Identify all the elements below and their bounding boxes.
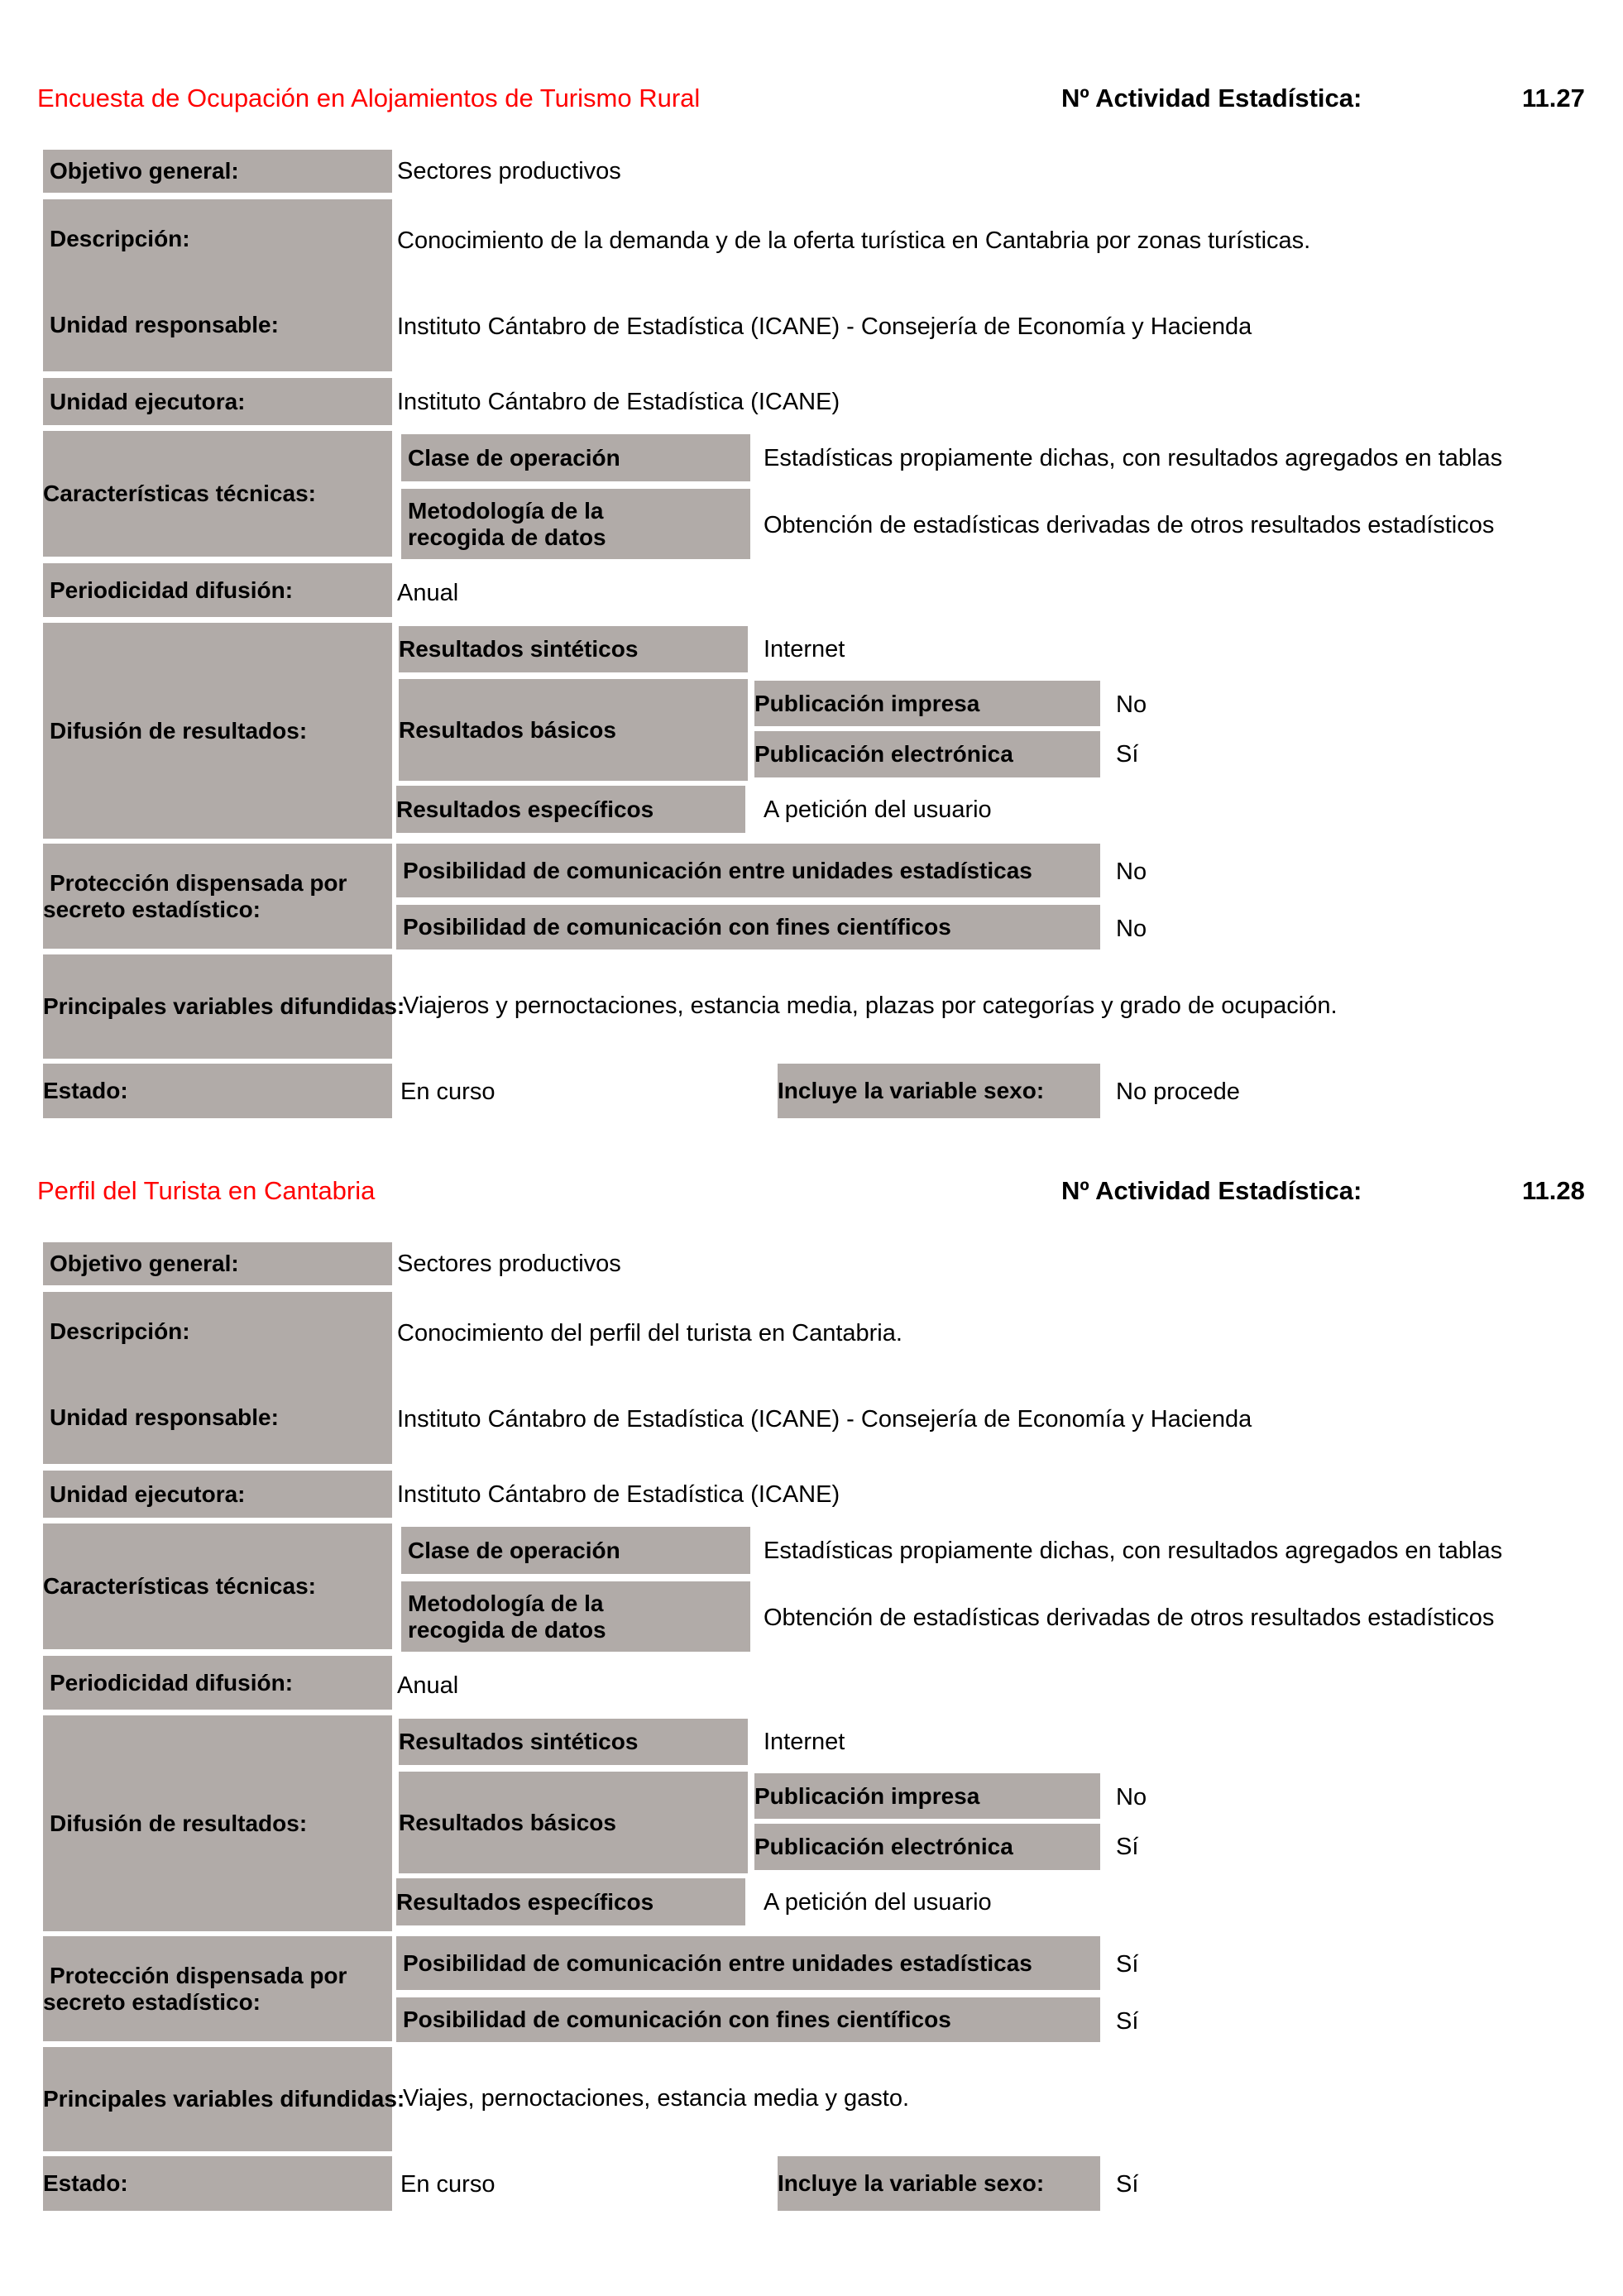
metodologia-label	[401, 489, 750, 559]
activity-record-1	[0, 0, 1623, 1067]
descripcion-label: Descripción:	[50, 226, 190, 251]
ejecutora-value: Instituto Cántabro de Estadística (ICANE)	[397, 389, 840, 415]
especificos-value: A petición del usuario	[764, 1889, 992, 1916]
metodologia-label-line2: recogida de datos	[408, 1616, 606, 1643]
variables-value: Viajeros y pernoctaciones, estancia media, plazas por categorías y grado de ocupación.	[403, 993, 1338, 1019]
periodicidad-label: Periodicidad difusión:	[43, 1656, 392, 1710]
activity-number-label: Nº Actividad Estadística:	[1061, 1176, 1362, 1205]
metodologia-label	[401, 1581, 750, 1652]
com-cientificos-label: Posibilidad de comunicación con fines científicos	[396, 1997, 1100, 2042]
proteccion-label	[43, 844, 392, 949]
proteccion-label-line2: secreto estadístico:	[43, 896, 261, 922]
sexo-value: No procede	[1116, 1079, 1240, 1105]
especificos-label: Resultados específicos	[396, 1878, 745, 1925]
activity-number-value: 11.28	[1522, 1176, 1585, 1205]
difusion-label: Difusión de resultados:	[43, 1715, 392, 1931]
descripcion-responsable-block	[43, 1292, 392, 1464]
descripcion-value: Conocimiento de la demanda y de la oferta turística en Cantabria por zonas turísticas.	[397, 227, 1311, 254]
com-cientificos-value: No	[1116, 916, 1147, 942]
activity-record-2	[0, 1093, 1623, 2198]
variables-value: Viajes, pernoctaciones, estancia media y gasto.	[403, 2085, 910, 2112]
periodicidad-value: Anual	[397, 1672, 459, 1699]
responsable-label: Unidad responsable:	[50, 1404, 279, 1430]
impresa-label: Publicación impresa	[754, 1773, 1100, 1819]
periodicidad-value: Anual	[397, 580, 459, 606]
objetivo-value: Sectores productivos	[397, 158, 621, 184]
electronica-value: Sí	[1116, 1834, 1139, 1860]
sexo-label: Incluye la variable sexo:	[778, 2156, 1100, 2211]
sinteticos-label: Resultados sintéticos	[399, 626, 748, 672]
electronica-value: Sí	[1116, 741, 1139, 768]
ejecutora-label: Unidad ejecutora:	[43, 1471, 392, 1518]
clase-value: Estadísticas propiamente dichas, con resultados agregados en tablas	[764, 445, 1503, 471]
caracteristicas-label: Características técnicas:	[43, 431, 392, 557]
objetivo-label: Objetivo general:	[43, 150, 392, 193]
variables-label: Principales variables difundidas:	[43, 954, 392, 1059]
clase-label: Clase de operación	[401, 434, 750, 481]
com-unidades-label: Posibilidad de comunicación entre unidades estadísticas	[396, 1936, 1100, 1990]
proteccion-label	[43, 1936, 392, 2041]
ejecutora-value: Instituto Cántabro de Estadística (ICANE)	[397, 1481, 840, 1508]
impresa-value: No	[1116, 691, 1147, 718]
estado-label: Estado:	[43, 2156, 392, 2211]
ejecutora-label: Unidad ejecutora:	[43, 378, 392, 425]
sexo-label: Incluye la variable sexo:	[778, 1064, 1100, 1118]
activity-number-label: Nº Actividad Estadística:	[1061, 84, 1362, 112]
especificos-label: Resultados específicos	[396, 786, 745, 833]
com-unidades-label: Posibilidad de comunicación entre unidades estadísticas	[396, 844, 1100, 897]
responsable-label: Unidad responsable:	[50, 312, 279, 337]
objetivo-label: Objetivo general:	[43, 1242, 392, 1285]
objetivo-value: Sectores productivos	[397, 1251, 621, 1277]
electronica-label: Publicación electrónica	[754, 1824, 1100, 1870]
sinteticos-value: Internet	[764, 1729, 845, 1755]
metodologia-value: Obtención de estadísticas derivadas de otros resultados estadísticos	[764, 1605, 1495, 1631]
sinteticos-label: Resultados sintéticos	[399, 1719, 748, 1765]
responsable-value: Instituto Cántabro de Estadística (ICANE) - Consejería de Economía y Hacienda	[397, 1406, 1252, 1433]
metodologia-label-line2: recogida de datos	[408, 524, 606, 550]
caracteristicas-label: Características técnicas:	[43, 1523, 392, 1649]
variables-label: Principales variables difundidas:	[43, 2047, 392, 2151]
proteccion-label-line1: Protección dispensada por	[50, 869, 347, 896]
difusion-label: Difusión de resultados:	[43, 623, 392, 839]
com-cientificos-label: Posibilidad de comunicación con fines científicos	[396, 905, 1100, 949]
descripcion-responsable-block	[43, 199, 392, 371]
impresa-value: No	[1116, 1784, 1147, 1810]
record-title: Perfil del Turista en Cantabria	[37, 1176, 376, 1205]
periodicidad-label: Periodicidad difusión:	[43, 563, 392, 617]
impresa-label: Publicación impresa	[754, 681, 1100, 726]
responsable-value: Instituto Cántabro de Estadística (ICANE) - Consejería de Economía y Hacienda	[397, 313, 1252, 340]
clase-value: Estadísticas propiamente dichas, con resultados agregados en tablas	[764, 1538, 1503, 1564]
descripcion-label: Descripción:	[50, 1318, 190, 1344]
estado-value: En curso	[400, 2171, 496, 2198]
basicos-label: Resultados básicos	[399, 679, 748, 781]
sexo-value: Sí	[1116, 2171, 1139, 2198]
record-title: Encuesta de Ocupación en Alojamientos de Turismo Rural	[37, 84, 701, 112]
clase-label: Clase de operación	[401, 1527, 750, 1574]
metodologia-label-line1: Metodología de la	[408, 1590, 604, 1616]
estado-value: En curso	[400, 1079, 496, 1105]
com-cientificos-value: Sí	[1116, 2008, 1139, 2035]
proteccion-label-line1: Protección dispensada por	[50, 1962, 347, 1988]
activity-number-value: 11.27	[1522, 84, 1585, 112]
metodologia-value: Obtención de estadísticas derivadas de otros resultados estadísticos	[764, 512, 1495, 538]
sinteticos-value: Internet	[764, 636, 845, 662]
com-unidades-value: No	[1116, 859, 1147, 885]
com-unidades-value: Sí	[1116, 1951, 1139, 1978]
descripcion-value: Conocimiento del perfil del turista en Cantabria.	[397, 1320, 902, 1347]
electronica-label: Publicación electrónica	[754, 731, 1100, 777]
especificos-value: A petición del usuario	[764, 796, 992, 823]
proteccion-label-line2: secreto estadístico:	[43, 1988, 261, 2015]
metodologia-label-line1: Metodología de la	[408, 497, 604, 524]
estado-label: Estado:	[43, 1064, 392, 1118]
basicos-label: Resultados básicos	[399, 1772, 748, 1873]
